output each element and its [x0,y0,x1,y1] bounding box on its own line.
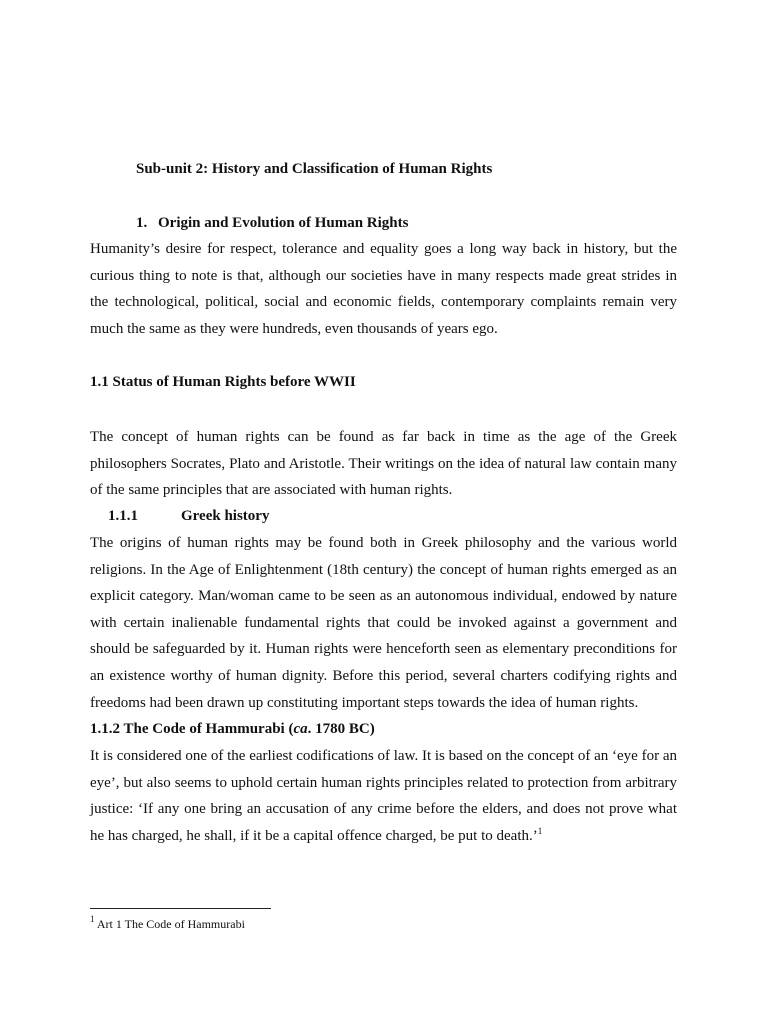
paragraph-text: It is considered one of the earliest codifications of law. It is based on the concept of an ‘eye for an eye’, but also seems to uphold certain human rights principles related to protection from arbitrary justice: ‘If any one bring an accusation of any crime before the elders, and does not prove what he has charged, he shall, if it be a capital offence charged, be put to death.’ [90,748,677,844]
footnote-marker: 1 [90,914,95,924]
paragraph-origin-evolution: Humanity’s desire for respect, tolerance and equality goes a long way back in history, but the curious thing to note is that, although our societies have in many respects made great strides in the technological, political, social and economic fields, contemporary complaints remain very much the same as they were hundreds, even thousands of years ego. [90,241,677,337]
section-title: Greek history [181,508,270,524]
section-heading-status-before-wwii: 1.1 Status of Human Rights before WWII [90,374,356,390]
section-heading-greek-history [108,504,269,528]
section-number: 1.1.1 [108,508,138,524]
subunit-title: Sub-unit 2: History and Classification of Human Rights [136,161,493,177]
section-heading-origin-evolution [136,211,408,235]
paragraph-greek-history: The origins of human rights may be found both in Greek philosophy and the various world religions. In the Age of Enlightenment (18th century) the concept of human rights emerged as an explicit category. Man/woman came to be seen as an autonomous individual, endowed by nature with certain inalienable fundamental rights that could be invoked against a government and should be safeguarded by it. Human rights were henceforth seen as elementary preconditions for an existence worthy of human dignity. Before this period, several charters codifying rights and freedoms had been drawn up constituting important steps towards the idea of human rights. [90,535,677,711]
footnote [90,916,245,932]
footnote-text: Art 1 The Code of Hammurabi [94,917,245,931]
footnote-reference[interactable]: 1 [537,825,543,836]
section-title: Origin and Evolution of Human Rights [158,215,409,231]
paragraph-code-of-hammurabi [90,743,677,849]
section-heading-code-of-hammurabi [90,717,375,741]
title-suffix: . 1780 BC) [307,721,375,737]
title-prefix: 1.1.2 The Code of Hammurabi ( [90,721,294,737]
section-number: 1. [136,215,148,231]
paragraph-concept-greek-philosophers: The concept of human rights can be found as far back in time as the age of the Greek philosophers Socrates, Plato and Aristotle. Their writings on the idea of natural law contain many of the same principles that are associated with human rights. [90,429,677,499]
footnote-separator [90,908,271,909]
title-italic: ca [293,721,308,737]
